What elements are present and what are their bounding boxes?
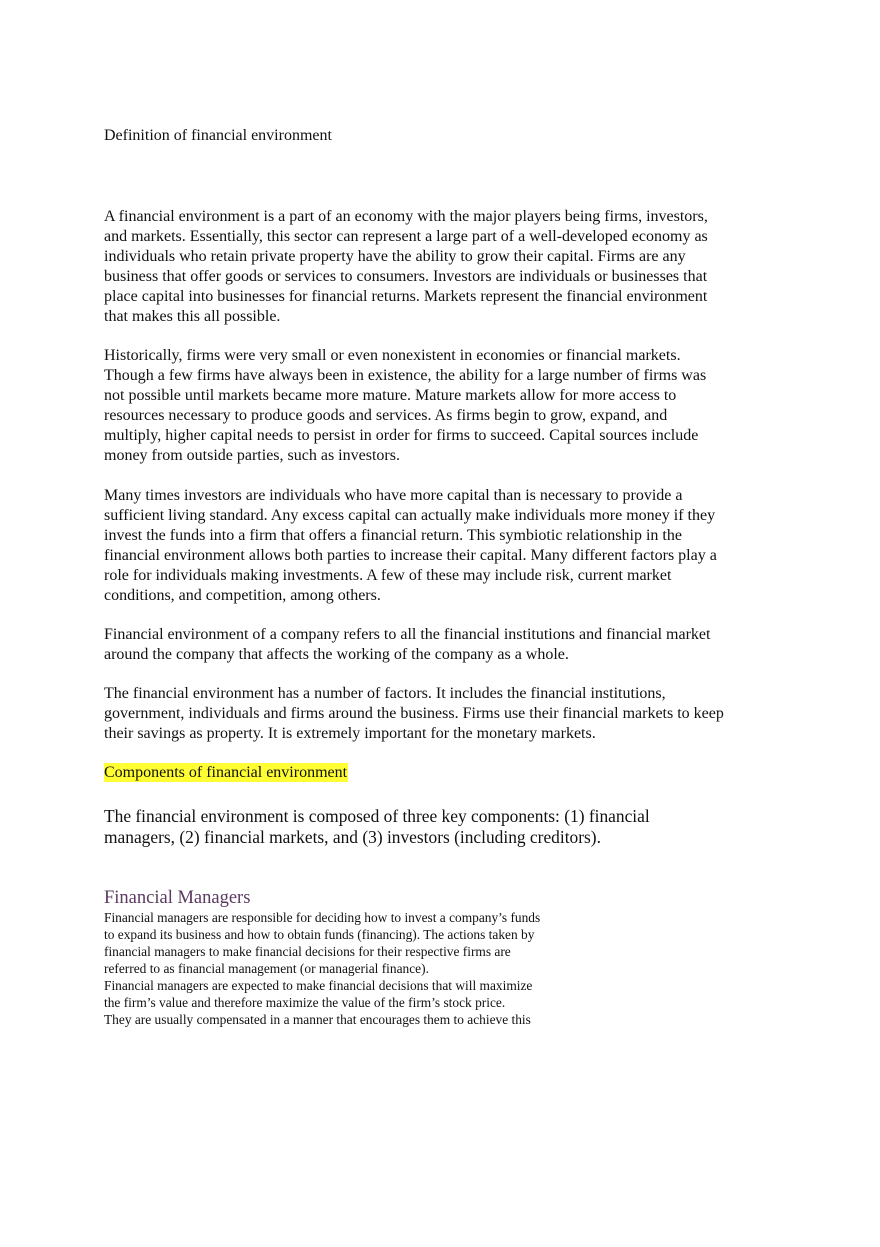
text-line: sufficient living standard. Any excess capital can actually make individuals more money if they	[104, 507, 716, 524]
paragraph-company-environment	[104, 625, 710, 665]
text-line: Financial managers are expected to make financial decisions that will maximize	[104, 978, 533, 993]
text-line: They are usually compensated in a manner that encourages them to achieve this	[104, 1012, 531, 1027]
text-line: Many times investors are individuals who have more capital than is necessary to provide a	[104, 487, 683, 504]
text-line: place capital into businesses for financial returns. Markets represent the financial environment	[104, 288, 708, 305]
paragraph-factors	[104, 684, 724, 744]
paragraph-investors	[104, 486, 717, 606]
text-line: not possible until markets became more mature. Mature markets allow for more access to	[104, 387, 677, 404]
text-line: business that offer goods or services to consumers. Investors are individuals or businesses that	[104, 268, 708, 285]
text-line: around the company that affects the working of the company as a whole.	[104, 646, 569, 663]
text-line: Financial environment of a company refers to all the financial institutions and financial market	[104, 626, 711, 643]
financial-managers-text	[104, 909, 540, 1028]
text-line: and markets. Essentially, this sector can represent a large part of a well-developed economy as	[104, 228, 708, 245]
text-line: conditions, and competition, among others.	[104, 587, 381, 604]
financial-managers-heading: Financial Managers	[104, 888, 251, 908]
text-line: invest the funds into a firm that offers a financial return. This symbiotic relationship in the	[104, 527, 682, 544]
text-line: role for individuals making investments. A few of these may include risk, current market	[104, 567, 672, 584]
text-line: Though a few firms have always been in existence, the ability for a large number of firms was	[104, 367, 707, 384]
components-intro	[104, 806, 650, 848]
document-title: Definition of financial environment	[104, 127, 332, 144]
text-line: financial managers to make financial decisions for their respective firms are	[104, 944, 511, 959]
text-line: The financial environment is composed of three key components: (1) financial	[104, 806, 650, 826]
text-line: referred to as financial management (or managerial finance).	[104, 961, 429, 976]
text-line: financial environment allows both parties to increase their capital. Many different factors play a	[104, 547, 717, 564]
paragraph-definition	[104, 207, 708, 327]
text-line: individuals who retain private property have the ability to grow their capital. Firms are any	[104, 248, 686, 265]
text-line: managers, (2) financial markets, and (3) investors (including creditors).	[104, 827, 601, 847]
components-heading-text: Components of financial environment	[104, 764, 348, 781]
text-line: The financial environment has a number of factors. It includes the financial institutions,	[104, 685, 666, 702]
text-line: the firm’s value and therefore maximize the value of the firm’s stock price.	[104, 995, 506, 1010]
text-line: multiply, higher capital needs to persist in order for firms to succeed. Capital sources include	[104, 427, 699, 444]
components-heading	[104, 763, 348, 783]
text-line: that makes this all possible.	[104, 308, 281, 325]
text-line: resources necessary to produce goods and services. As firms begin to grow, expand, and	[104, 407, 668, 424]
text-line: money from outside parties, such as investors.	[104, 447, 400, 464]
text-line: to expand its business and how to obtain funds (financing). The actions taken by	[104, 927, 535, 942]
text-line: their savings as property. It is extremely important for the monetary markets.	[104, 725, 596, 742]
paragraph-history	[104, 346, 706, 466]
text-line: government, individuals and firms around the business. Firms use their financial markets to keep	[104, 705, 724, 722]
text-line: Historically, firms were very small or even nonexistent in economies or financial markets.	[104, 347, 681, 364]
text-line: Financial managers are responsible for deciding how to invest a company’s funds	[104, 910, 541, 925]
text-line: A financial environment is a part of an economy with the major players being firms, investors,	[104, 208, 708, 225]
